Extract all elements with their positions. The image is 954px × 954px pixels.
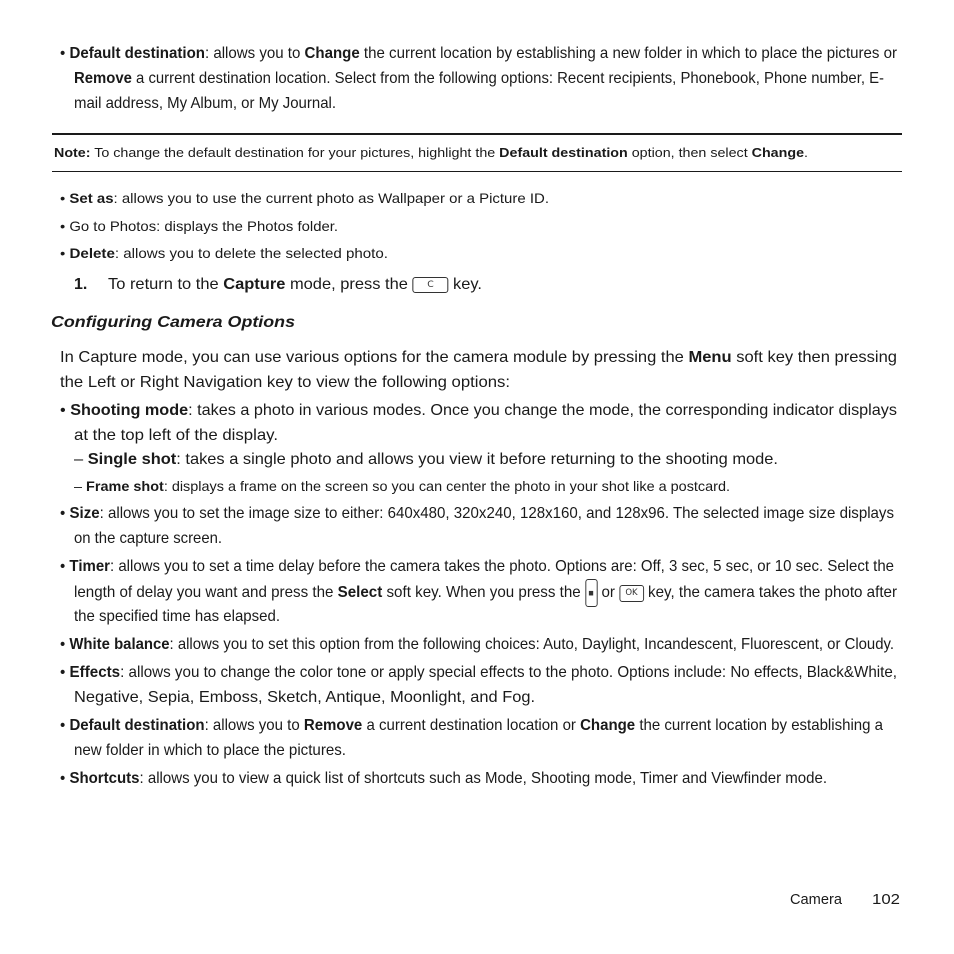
text: : allows you to use the current photo as Wallpaper or a Picture ID. — [113, 190, 550, 206]
bullet-mark: • — [60, 664, 66, 681]
line-text — [60, 186, 549, 211]
bullet-default-destination-line3 — [74, 91, 354, 116]
term: Default destination — [499, 145, 628, 160]
bullet-timer-line3 — [74, 604, 294, 629]
text: : allows you to — [204, 717, 304, 734]
sub-single-shot — [74, 447, 778, 472]
bullet-shooting-mode — [60, 398, 898, 423]
text: soft key then pressing — [731, 349, 897, 366]
bullet-effects — [60, 660, 943, 685]
key-label: OK — [625, 587, 638, 598]
note-bottom-rule — [52, 171, 902, 172]
text: : allows you to set a time delay before the camera takes the photo. Options are: Off, 3 sec, 5 sec, or 10 sec. Select the — [109, 558, 895, 575]
text: mail address, My Album, or My Journal. — [74, 95, 336, 112]
bullet-mark: • — [60, 717, 66, 734]
bullet-mark: • — [60, 402, 66, 419]
text: key. — [448, 276, 482, 293]
text: on the capture screen. — [74, 530, 222, 547]
bullet-default-destination-line2 — [74, 66, 945, 91]
line-text — [74, 447, 778, 472]
text: key, the camera takes the photo after — [643, 584, 897, 602]
bullet-mark: • — [60, 770, 66, 787]
footer-section — [790, 889, 843, 911]
text: or — [597, 584, 620, 602]
line-text — [74, 66, 884, 91]
term: Effects — [69, 664, 121, 681]
term: Change — [751, 145, 805, 160]
text: a current destination location or — [362, 717, 581, 734]
text: the Left or Right Navigation key to view the following options: — [60, 374, 511, 391]
bullet-mark: • — [60, 558, 66, 575]
bullet-default-destination — [60, 41, 950, 66]
note-top-rule — [52, 133, 902, 135]
term: Shortcuts — [69, 770, 140, 787]
term: White balance — [69, 636, 170, 653]
dash-mark: – — [74, 478, 83, 494]
text: : allows you to set the image size to either: 640x480, 320x240, 128x160, and 128x96. The selected image size displays — [99, 505, 894, 522]
camera-side-key-icon: ◼ — [585, 579, 597, 607]
term: Single shot — [87, 451, 177, 468]
term: Default destination — [69, 45, 205, 62]
bullet-delete — [60, 241, 388, 266]
footer-section-label: Camera — [790, 891, 842, 908]
term: Change — [580, 717, 636, 734]
line-text — [60, 766, 827, 791]
bullet-default-destination-2 — [60, 713, 937, 738]
sub-frame-shot — [74, 474, 730, 499]
step-1-text — [108, 272, 482, 297]
text: To change the default destination for your pictures, highlight the — [90, 145, 500, 160]
bullet-white-balance — [60, 632, 954, 657]
line-text — [60, 345, 897, 370]
text: length of delay you want and press the — [74, 584, 338, 602]
step-number: 1. — [74, 276, 88, 293]
bullet-mark: • — [60, 190, 66, 206]
text: at the top left of the display. — [74, 427, 278, 444]
term: Menu — [688, 349, 732, 366]
section-heading — [51, 310, 295, 335]
step-1 — [74, 272, 87, 297]
term: Delete — [69, 245, 115, 261]
line-text — [54, 140, 808, 165]
line-text — [74, 474, 730, 499]
term: Frame shot — [86, 478, 164, 494]
term: Timer — [69, 558, 110, 575]
bullet-default-destination-2-line2 — [74, 738, 362, 763]
term: Shooting mode — [70, 402, 189, 419]
text: No effects, Black&White, — [730, 664, 897, 681]
term: Remove — [74, 70, 132, 87]
clear-key-icon — [412, 277, 448, 293]
bullet-shortcuts — [60, 766, 877, 791]
text: option, then select — [627, 145, 752, 160]
dash-mark: – — [74, 451, 84, 468]
line-text — [60, 632, 894, 657]
bullet-mark: • — [60, 45, 66, 62]
line-text — [60, 660, 897, 685]
note-label: Note: — [54, 145, 91, 160]
bullet-mark: • — [60, 636, 66, 653]
heading-text: Configuring Camera Options — [51, 314, 295, 331]
text: a current destination location. Select from the following options: Recent recipients, Phonebook, Phone number, E- — [131, 70, 884, 87]
text: . — [804, 145, 808, 160]
bullet-go-to-photos — [60, 214, 338, 239]
term: Default destination — [69, 717, 205, 734]
text: : allows you to set this option from the following choices: Auto, Daylight, Incandescent, Fluorescent, or Cloudy. — [169, 636, 895, 653]
text: Negative, Sepia, Emboss, Sketch, Antique, Moonlight, and Fog. — [74, 689, 535, 706]
bullet-mark: • — [60, 245, 66, 261]
term: Capture — [223, 276, 286, 293]
term: Change — [304, 45, 360, 62]
term: Set as — [69, 190, 114, 206]
term: Size — [69, 505, 100, 522]
bullet-shooting-mode-line2 — [74, 423, 278, 448]
term: Remove — [303, 717, 363, 734]
text: In Capture mode, you can use various options for the camera module by pressing the — [60, 349, 689, 366]
intro-paragraph-line2 — [60, 370, 511, 395]
text: soft key. When you press the — [382, 584, 585, 602]
line-text — [108, 272, 482, 297]
line-text — [60, 713, 883, 738]
line-text — [74, 579, 897, 607]
text: : allows you to delete the selected photo. — [114, 245, 388, 261]
text: : displays a frame on the screen so you can center the photo in your shot like a postcard. — [163, 478, 730, 494]
bullet-mark: • — [60, 218, 66, 234]
line-text — [60, 241, 388, 266]
bullet-effects-line2 — [74, 685, 535, 710]
text: : allows you to view a quick list of shortcuts such as Mode, Shooting mode, Timer and Viewfinder mode. — [139, 770, 827, 787]
text: : takes a photo in various modes. Once you change the mode, the corresponding indicator displays — [188, 402, 898, 419]
bullet-timer — [60, 554, 950, 579]
line-text — [60, 214, 338, 239]
bullet-set-as — [60, 186, 550, 211]
page-number-label: 102 — [872, 891, 900, 908]
bullet-size — [60, 501, 946, 526]
text: the current location by establishing a — [635, 717, 883, 734]
note — [54, 140, 808, 165]
line-text — [60, 398, 897, 423]
term: Select — [337, 584, 383, 602]
bullet-mark: • — [60, 505, 66, 522]
text: the specified time has elapsed. — [74, 608, 280, 625]
text: Go to Photos: displays the Photos folder. — [69, 218, 338, 234]
text: To return to the — [108, 276, 224, 293]
ok-key-icon — [619, 585, 644, 602]
page-number — [872, 889, 900, 911]
key-label: C — [427, 279, 434, 290]
line-text — [60, 501, 894, 526]
text: new folder in which to place the pictures. — [74, 742, 346, 759]
text: : takes a single photo and allows you view it before returning to the shooting mode. — [176, 451, 778, 468]
text: : allows you to — [204, 45, 305, 62]
text: the current location by establishing a new folder in which to place the pictures or — [359, 45, 897, 62]
line-text — [60, 41, 897, 66]
line-text — [60, 554, 894, 579]
intro-paragraph — [60, 345, 897, 370]
bullet-timer-line2 — [74, 579, 943, 607]
text: : allows you to change the color tone or apply special effects to the photo. Options include: — [120, 664, 731, 681]
text: mode, press the — [285, 276, 413, 293]
bullet-size-line2 — [74, 526, 233, 551]
